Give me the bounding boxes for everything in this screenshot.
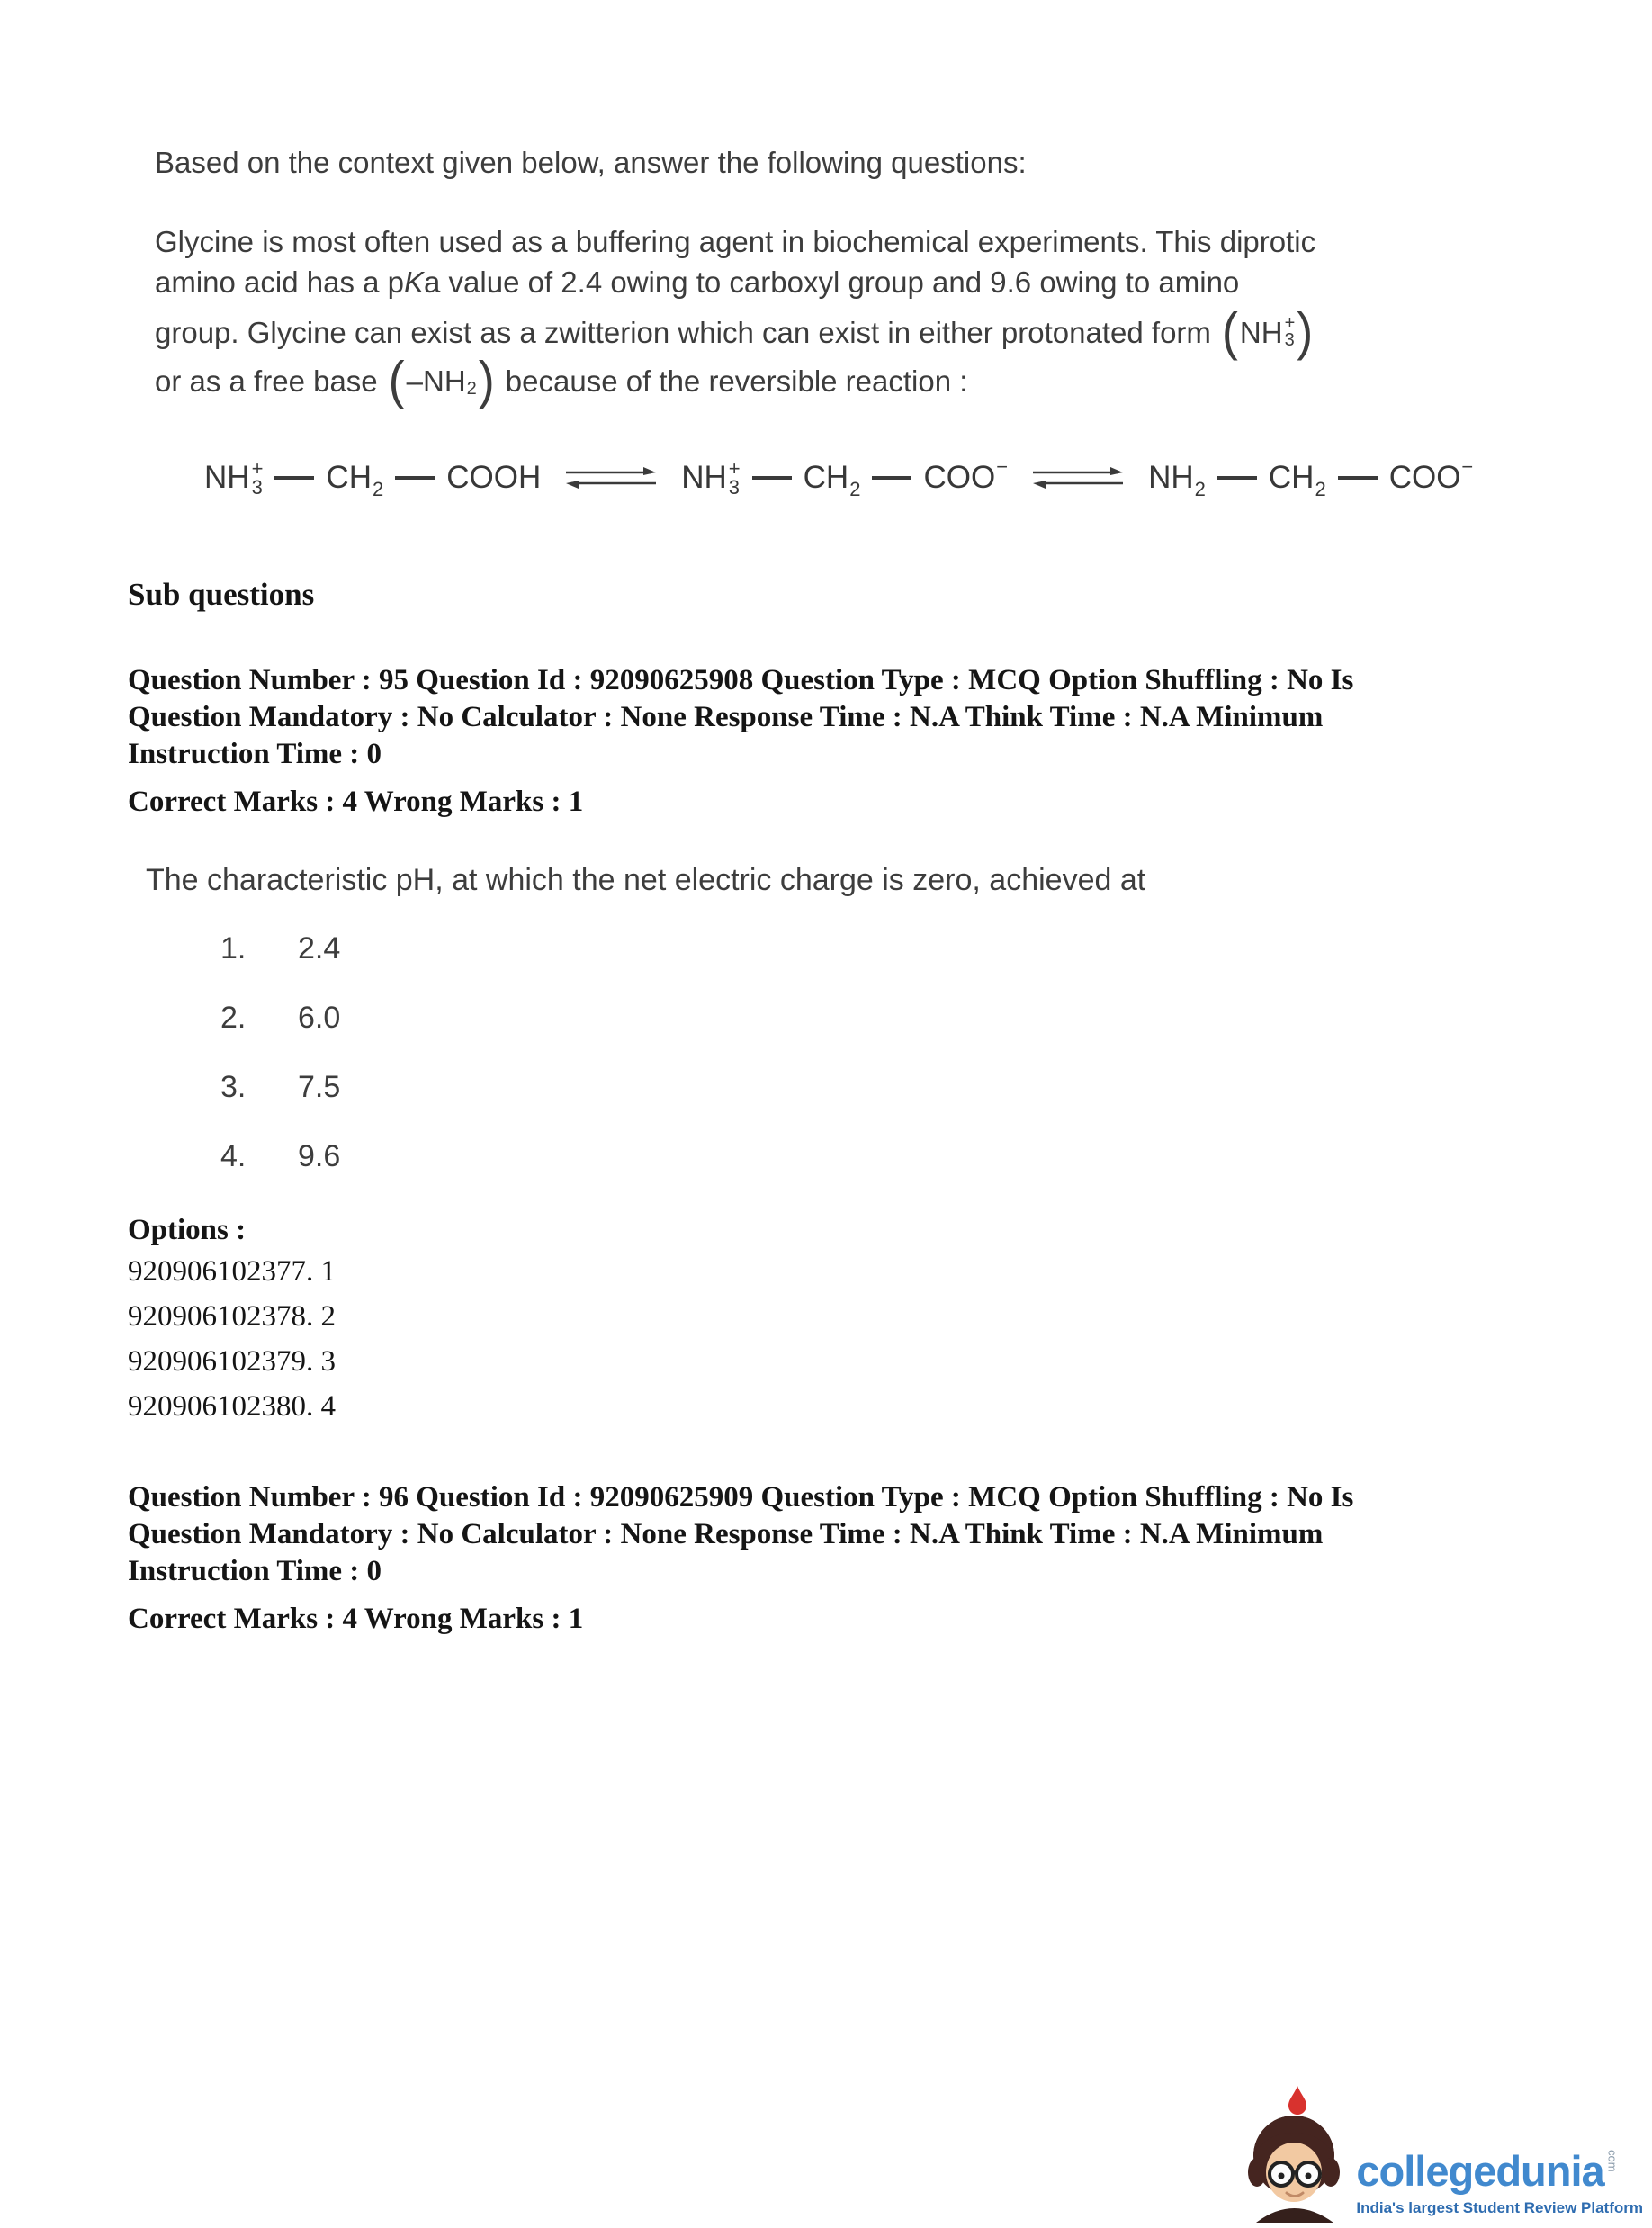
formula-base: NH xyxy=(681,460,727,495)
formula-base: NH xyxy=(204,460,250,495)
question-95-text: The characteristic pH, at which the net electric charge is zero, achieved at xyxy=(146,863,1146,897)
subscript-two: 2 xyxy=(1194,478,1206,500)
paragraph-text: or as a free base xyxy=(155,364,378,398)
metadata-line: Instruction Time : 0 xyxy=(128,738,382,770)
pka-symbol: K xyxy=(404,265,425,299)
bond xyxy=(752,476,792,480)
metadata-line: Question Mandatory : No Calculator : None Response Time : N.A Think Time : N.A Minimum xyxy=(128,701,1324,733)
paragraph-line xyxy=(155,302,1553,362)
choice-row xyxy=(220,1000,1553,1036)
subscript-two: 2 xyxy=(1315,478,1326,500)
formula-base: –NH xyxy=(406,364,466,398)
equilibrium-arrow-icon xyxy=(564,464,658,491)
metadata-line: Question Mandatory : No Calculator : None Response Time : N.A Think Time : N.A Minimum xyxy=(128,1518,1324,1550)
charge-stack xyxy=(252,459,264,497)
question-95-marks: Correct Marks : 4 Wrong Marks : 1 xyxy=(128,786,584,818)
option-id-list xyxy=(128,1249,1553,1429)
paragraph-text: because of the reversible reaction : xyxy=(505,364,968,398)
choice-value: 2.4 xyxy=(298,931,341,966)
context-intro: Based on the context given below, answer the following questions: xyxy=(155,146,1027,179)
formula-base: CH xyxy=(803,460,849,495)
formula-base: CH xyxy=(1268,460,1315,495)
context-paragraph xyxy=(155,221,1553,410)
bond xyxy=(274,476,314,480)
free-base-formula xyxy=(387,351,497,410)
formula-base: COO xyxy=(1388,460,1461,495)
bond xyxy=(1217,476,1257,480)
chemical-equation xyxy=(204,455,1553,500)
brand-name: collegedunia xyxy=(1356,2147,1604,2195)
subscript-three: 3 xyxy=(1284,330,1295,350)
metadata-line: Instruction Time : 0 xyxy=(128,1555,382,1587)
option-id: 920906102379. 3 xyxy=(128,1345,336,1378)
protonated-form-formula xyxy=(1220,302,1315,362)
brand-row xyxy=(1356,2147,1643,2195)
question-96-marks: Correct Marks : 4 Wrong Marks : 1 xyxy=(128,1603,584,1635)
species-zwitterion xyxy=(681,455,1009,500)
subscript-two: 2 xyxy=(849,478,861,500)
formula-base: NH xyxy=(1239,315,1283,349)
subscript-three: 3 xyxy=(251,476,263,499)
superscript-plus: + xyxy=(728,457,741,480)
charge-stack xyxy=(729,459,741,497)
brand-suffix: com xyxy=(1605,2150,1620,2172)
formula-base: COOH xyxy=(446,460,542,495)
sub-questions-heading: Sub questions xyxy=(128,577,315,612)
choice-number: 3. xyxy=(220,1070,247,1104)
charge-stack xyxy=(1285,315,1296,349)
species-cationic-glycine xyxy=(204,457,542,500)
paragraph-text: a value of 2.4 owing to carboxyl group and 9.6 owing to amino xyxy=(424,265,1240,299)
choice-number: 4. xyxy=(220,1139,247,1173)
mascot-illustration xyxy=(1243,2086,1347,2223)
choice-value: 9.6 xyxy=(298,1139,341,1173)
equilibrium-arrow-icon xyxy=(1031,464,1125,491)
option-id: 920906102378. 2 xyxy=(128,1300,336,1333)
formula-base: CH xyxy=(326,460,372,495)
choice-value: 7.5 xyxy=(298,1070,341,1104)
choice-number: 2. xyxy=(220,1001,247,1035)
question-95-choices xyxy=(220,930,1553,1174)
choice-row xyxy=(220,1138,1553,1174)
open-paren: ( xyxy=(388,351,405,410)
superscript-plus: + xyxy=(251,457,264,480)
option-id: 920906102377. 1 xyxy=(128,1255,336,1288)
choice-row xyxy=(220,930,1553,966)
choice-row xyxy=(220,1069,1553,1105)
species-anionic-glycine xyxy=(1148,455,1474,500)
choice-value: 6.0 xyxy=(298,1001,341,1035)
close-paren: ) xyxy=(478,351,495,410)
subscript-two: 2 xyxy=(466,378,477,399)
close-paren: ) xyxy=(1297,302,1314,362)
metadata-line: Question Number : 95 Question Id : 92090625908 Question Type : MCQ Option Shuffling : No Is xyxy=(128,664,1354,696)
formula-base: COO xyxy=(923,460,996,495)
question-95-metadata xyxy=(128,662,1531,773)
superscript-minus: − xyxy=(1461,455,1474,478)
options-label: Options : xyxy=(128,1214,247,1246)
paragraph-line xyxy=(155,262,1553,302)
superscript-minus: − xyxy=(996,455,1009,478)
paragraph-text: group. Glycine can exist as a zwitterion which can exist in either protonated form xyxy=(155,315,1211,349)
question-96-metadata xyxy=(128,1479,1531,1590)
brand-tagline: India's largest Student Review Platform xyxy=(1356,2199,1643,2216)
bond xyxy=(395,476,435,480)
paragraph-line xyxy=(155,351,1553,410)
formula-base: NH xyxy=(1148,460,1194,495)
subscript-two: 2 xyxy=(372,478,384,500)
metadata-line: Question Number : 96 Question Id : 92090625909 Question Type : MCQ Option Shuffling : No Is xyxy=(128,1481,1354,1514)
superscript-plus: + xyxy=(1284,313,1296,333)
collegedunia-logo xyxy=(1243,2086,1643,2223)
option-id: 920906102380. 4 xyxy=(128,1390,336,1423)
bond xyxy=(1338,476,1378,480)
paragraph-line: Glycine is most often used as a buffering agent in biochemical experiments. This diprotic xyxy=(155,225,1316,258)
bond xyxy=(872,476,911,480)
choice-number: 1. xyxy=(220,931,247,966)
subscript-three: 3 xyxy=(728,476,741,499)
logo-text xyxy=(1356,2147,1643,2223)
open-paren: ( xyxy=(1221,302,1238,362)
paragraph-text: amino acid has a p xyxy=(155,265,405,299)
